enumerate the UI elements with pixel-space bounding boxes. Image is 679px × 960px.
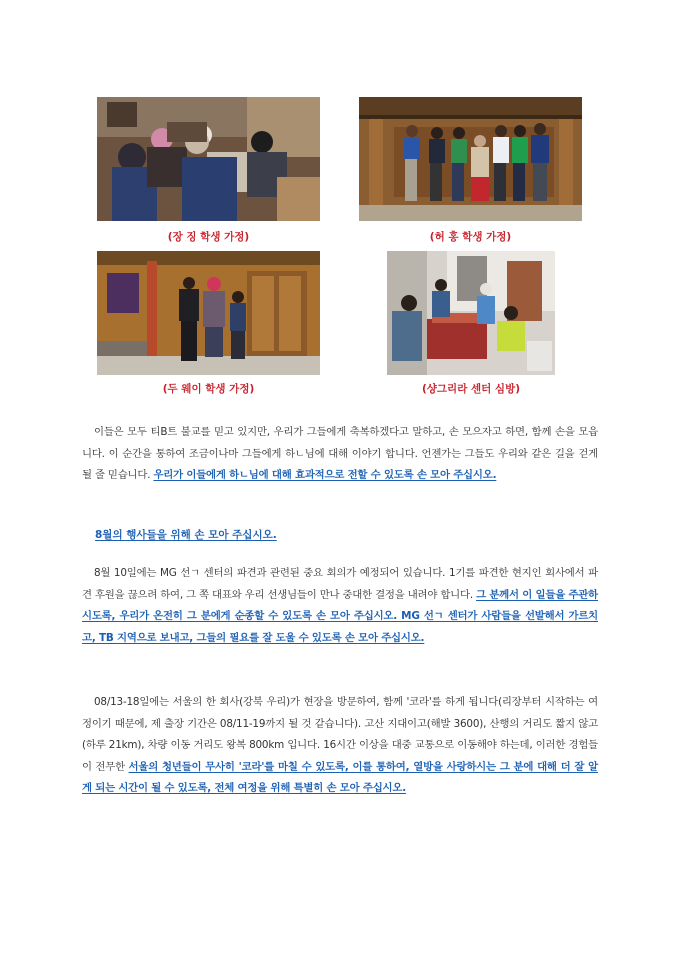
paragraph-kora-trip: [82, 692, 598, 800]
paragraph-intro: [82, 422, 598, 487]
photo-du-wei-family: [97, 251, 320, 375]
paragraph-kora-text: 08/13-18일에는 서울의 한 회사(강북 우리)가 현장을 방문하여, 함께 '코라'를 하게 됩니다(리장부터 시작하는 여정이기 때문에, 제 출장 기간은 08/11-19까지 될 것 같습니다). 고산 지대이고(해발 3600), 산행의 거리도 짧지 않고(하루 21km), 차량 이동 거리도 왕복 800km 입니다. 16시간 이상을 대중 교통으로 이동해야 하는데, 이러한 경험들이 전무한: [82, 696, 598, 773]
paragraph-meeting: [82, 563, 598, 649]
paragraph-intro-text: 이들은 모두 티B트 불교를 믿고 있지만, 우리가 그들에게 축복하겠다고 말하고, 손 모으자고 하면, 함께 손을 모읍니다. 이 순간을 통하여 조금이나마 그들에게 하ㄴ님에 대해 이야기 합니다. 언젠가는 그들도 우리와 같은 길을 걷게 될 줄 믿습니다.: [82, 426, 598, 481]
photo-shangri-la-center: [387, 251, 555, 375]
caption-shangri-la: (샹그리라 센터 심방): [421, 383, 521, 395]
august-events-heading: 8월의 행사들을 위해 손 모아 주십시오.: [95, 529, 277, 541]
caption-zhang-jing: (장 징 학생 가정): [167, 231, 250, 243]
photo-zhang-jing-family: [97, 97, 320, 221]
caption-du-wei: (두 웨이 학생 가정): [162, 383, 255, 395]
paragraph-kora-prayer: 서울의 청년들이 무사히 '코라'를 마칠 수 있도록, 이를 통하여, 열방을 사랑하시는 그 분에 대해 더 잘 알게 되는 시간이 될 수 있도록, 전체 여정을 위해 특별히 손 모아 주십시오.: [82, 760, 598, 794]
photo-heo-hong-family: [359, 97, 582, 221]
paragraph-meeting-text: 8월 10일에는 MG 선ㄱ 센터의 파견과 관련된 중요 회의가 예정되어 있습니다. 1기를 파견한 현지인 회사에서 파견 후원을 끊으려 하여, 그 쪽 대표와 우리 선생님들이 만나 중대한 결정을 내려야 합니다.: [82, 567, 598, 601]
caption-heo-hong: (허 홍 학생 가정): [429, 231, 512, 243]
paragraph-meeting-prayer: 그 분께서 이 일들을 주관하시도록, 우리가 온전히 그 분에게 순종할 수 있도록 손 모아 주십시오. MG 선ㄱ 센터가 사람들을 선발해서 가르치고, TB 지역으로 보내고, 그들의 필요를 잘 도울 수 있도록 손 모아 주십시오.: [82, 588, 598, 644]
paragraph-intro-prayer: 우리가 이들에게 하ㄴ님에 대해 효과적으로 전할 수 있도록 손 모아 주십시오.: [153, 469, 497, 481]
